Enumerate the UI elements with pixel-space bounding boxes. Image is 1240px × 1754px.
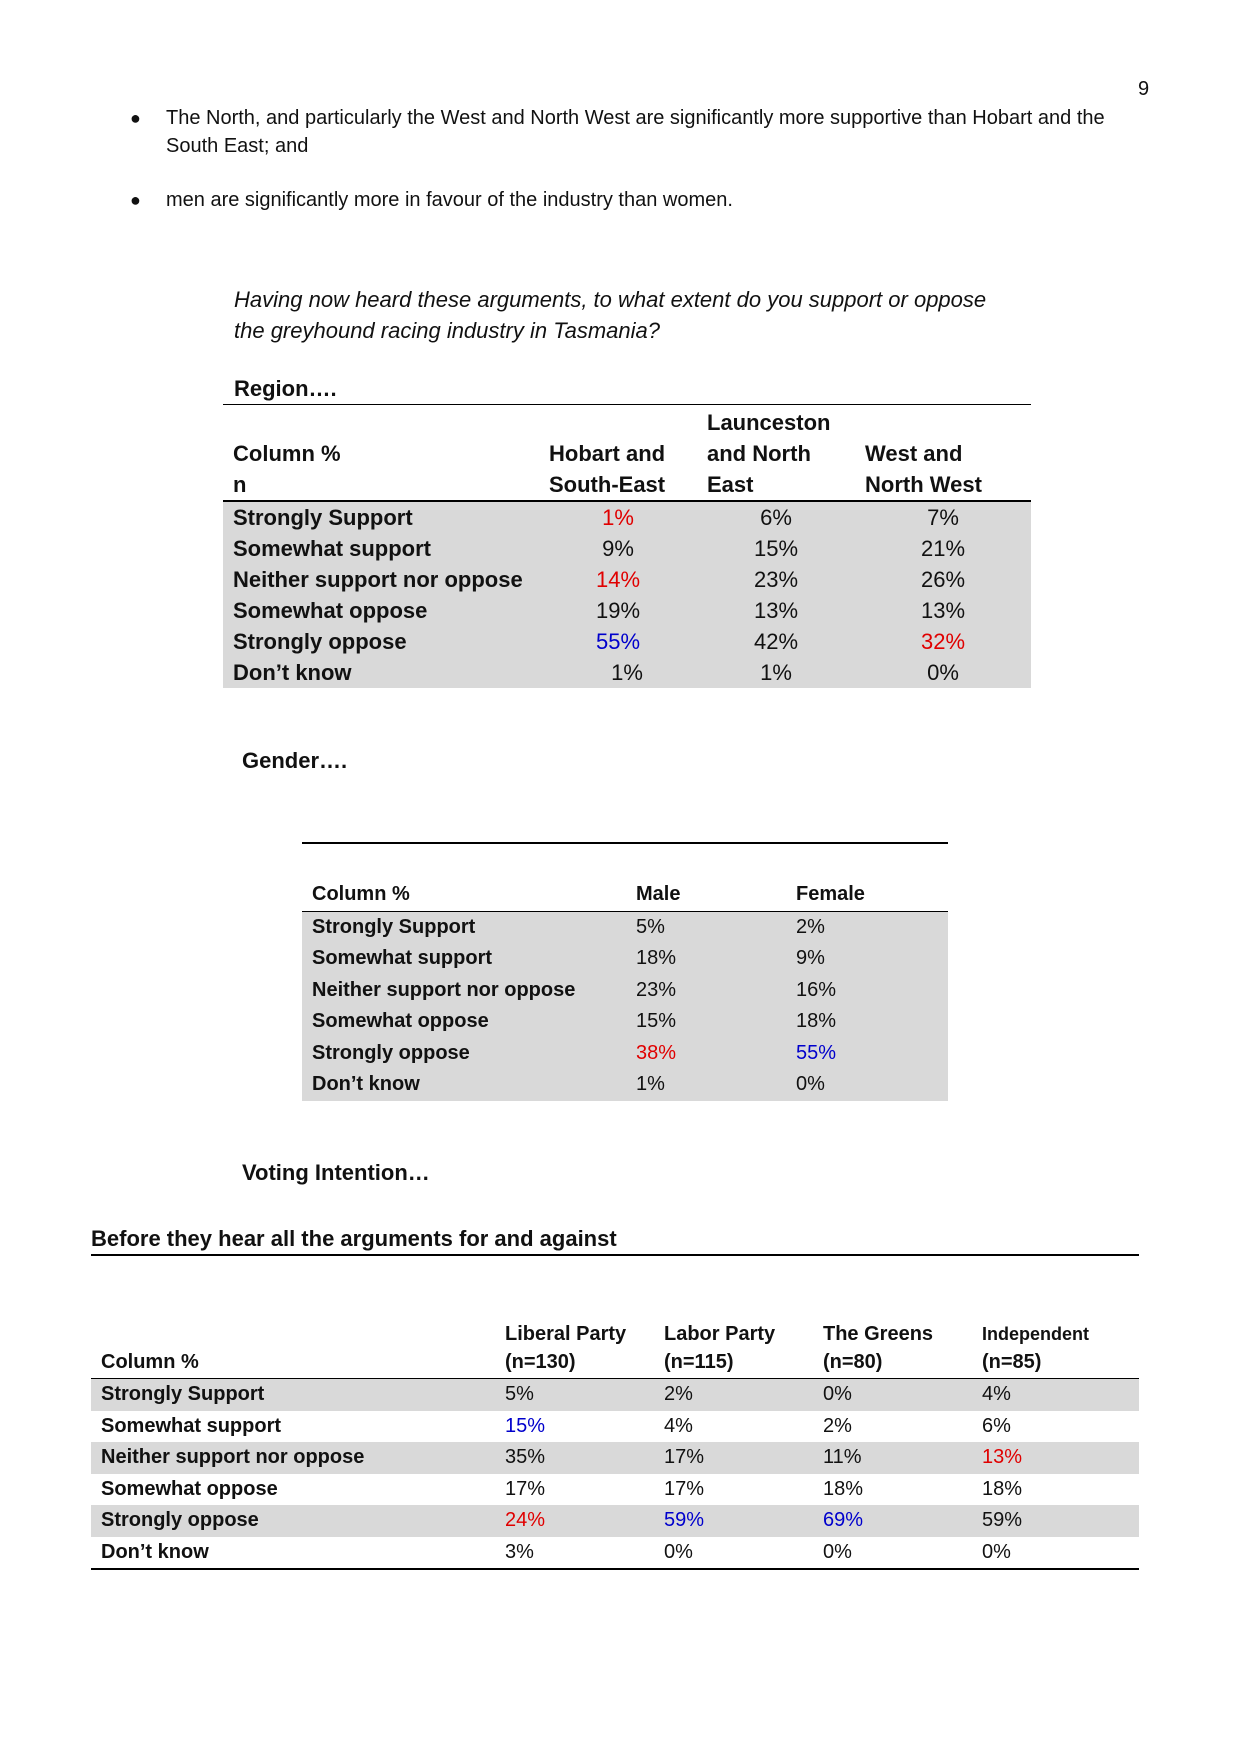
region-table [223,404,1031,688]
column-header: Male [626,879,786,911]
voting-title: Voting Intention… [242,1160,430,1185]
table-row [223,626,1031,657]
table-header-row [223,405,1031,502]
table-cell: 4% [664,1414,693,1437]
table-cell: 18% [823,1477,864,1500]
table-row [91,1474,1139,1506]
table-cell: 5% [626,911,786,943]
table-row [302,1038,948,1070]
column-header: Launceston and North East [697,405,855,502]
table-cell: 38% [626,1038,786,1070]
table-row [91,1505,1139,1537]
table-cell: 0% [855,657,1031,688]
table-cell: 55% [539,626,697,657]
table-cell: 1% [539,657,697,688]
row-label: Neither support nor oppose [302,975,626,1007]
row-label: Don’t know [223,657,539,688]
table-cell: 15% [505,1414,546,1437]
table-cell: 2% [786,911,948,943]
row-label: Somewhat oppose [302,1006,626,1038]
table-cell: 0% [813,1379,972,1411]
list-item [128,104,1148,160]
region-title: Region…. [234,376,337,401]
table-cell: 23% [626,975,786,1007]
table-cell: 15% [697,533,855,564]
row-label: Strongly Support [91,1379,495,1411]
table-row [302,1069,948,1101]
table-cell: 23% [697,564,855,595]
table-cell: 1% [626,1069,786,1101]
column-header: Labor Party (n=115) [654,1320,813,1379]
row-label: Strongly oppose [302,1038,626,1070]
table-cell: 35% [495,1442,654,1474]
table-cell: 59% [654,1505,813,1537]
column-header: Column % [302,879,626,911]
row-label: Neither support nor oppose [91,1442,495,1474]
row-label: Don’t know [101,1540,209,1563]
page-number: 9 [1138,78,1150,100]
table-row [223,533,1031,564]
table-cell: 42% [697,626,855,657]
table-row [223,501,1031,533]
table-cell: 17% [505,1477,546,1500]
table-row [91,1379,1139,1411]
table-cell: 18% [626,943,786,975]
table-cell: 1% [697,657,855,688]
bullet-list [128,104,1148,214]
voting-table [91,1320,1139,1570]
bullet-icon: ● [130,108,141,128]
row-label: Don’t know [302,1069,626,1101]
table-cell: 13% [855,595,1031,626]
table-cell: 11% [813,1442,972,1474]
table-cell: 9% [786,943,948,975]
column-header: Independent (n=85) [972,1320,1139,1379]
column-header: Hobart and South-East [539,405,697,502]
table-cell: 16% [786,975,948,1007]
table-cell: 32% [855,626,1031,657]
table-cell: 2% [823,1414,852,1437]
table-cell: 0% [786,1069,948,1101]
table-cell: 13% [972,1442,1139,1474]
row-label: Somewhat support [223,533,539,564]
column-header: West and North West [855,405,1031,502]
row-label: Strongly Support [302,911,626,943]
table-cell: 4% [972,1379,1139,1411]
table-cell: 21% [855,533,1031,564]
table-cell: 14% [539,564,697,595]
table-cell: 3% [505,1540,534,1563]
bullet-text: The North, and particularly the West and North West are significantly more supportive than Hobart and the South East; and [166,107,1105,157]
column-header: Liberal Party (n=130) [495,1320,654,1379]
table-row [91,1537,1139,1570]
table-row [91,1411,1139,1443]
table-cell: 1% [539,501,697,533]
gender-title: Gender…. [242,748,348,773]
table-row [302,943,948,975]
table-cell: 55% [786,1038,948,1070]
table-cell: 15% [626,1006,786,1038]
table-row [302,1006,948,1038]
row-label: Strongly oppose [223,626,539,657]
table-row [223,657,1031,688]
row-label: Somewhat support [302,943,626,975]
row-label: Somewhat oppose [101,1477,278,1500]
table-cell: 0% [823,1540,852,1563]
table-cell: 5% [495,1379,654,1411]
header-col1-sub: n [233,472,247,497]
table-cell: 0% [664,1540,693,1563]
column-header: The Greens (n=80) [813,1320,972,1379]
row-label: Somewhat support [101,1414,282,1437]
header-col1: Column % [233,441,341,466]
table-cell: 2% [654,1379,813,1411]
table-cell: 9% [539,533,697,564]
table-header-row [302,879,948,911]
table-cell: 19% [539,595,697,626]
survey-question: Having now heard these arguments, to what extent do you support or oppose the greyhound racing industry in Tasmania? [234,287,987,343]
table-cell: 69% [813,1505,972,1537]
table-cell: 0% [982,1540,1011,1563]
column-header: Female [786,879,948,911]
row-label: Neither support nor oppose [223,564,539,595]
row-label: Strongly oppose [91,1505,495,1537]
table-row [223,564,1031,595]
table-cell: 18% [982,1477,1023,1500]
table-row [91,1442,1139,1474]
bullet-icon: ● [130,190,141,210]
table-cell: 24% [495,1505,654,1537]
table-row [302,911,948,943]
table-cell: 6% [982,1414,1011,1437]
gender-table [302,842,948,1101]
voting-subtitle: Before they hear all the arguments for and against [91,1226,1139,1256]
table-cell: 59% [972,1505,1139,1537]
row-label: Strongly Support [223,501,539,533]
table-cell: 13% [697,595,855,626]
table-cell: 26% [855,564,1031,595]
table-cell: 17% [664,1477,705,1500]
table-row [223,595,1031,626]
column-header: Column % [91,1320,495,1379]
table-header-row [91,1320,1139,1379]
column-header [223,405,539,502]
table-cell: 7% [855,501,1031,533]
table-cell: 18% [786,1006,948,1038]
list-item [128,186,1148,214]
bullet-text: men are significantly more in favour of the industry than women. [166,189,733,211]
table-row [302,975,948,1007]
table-cell: 17% [654,1442,813,1474]
row-label: Somewhat oppose [223,595,539,626]
table-cell: 6% [697,501,855,533]
